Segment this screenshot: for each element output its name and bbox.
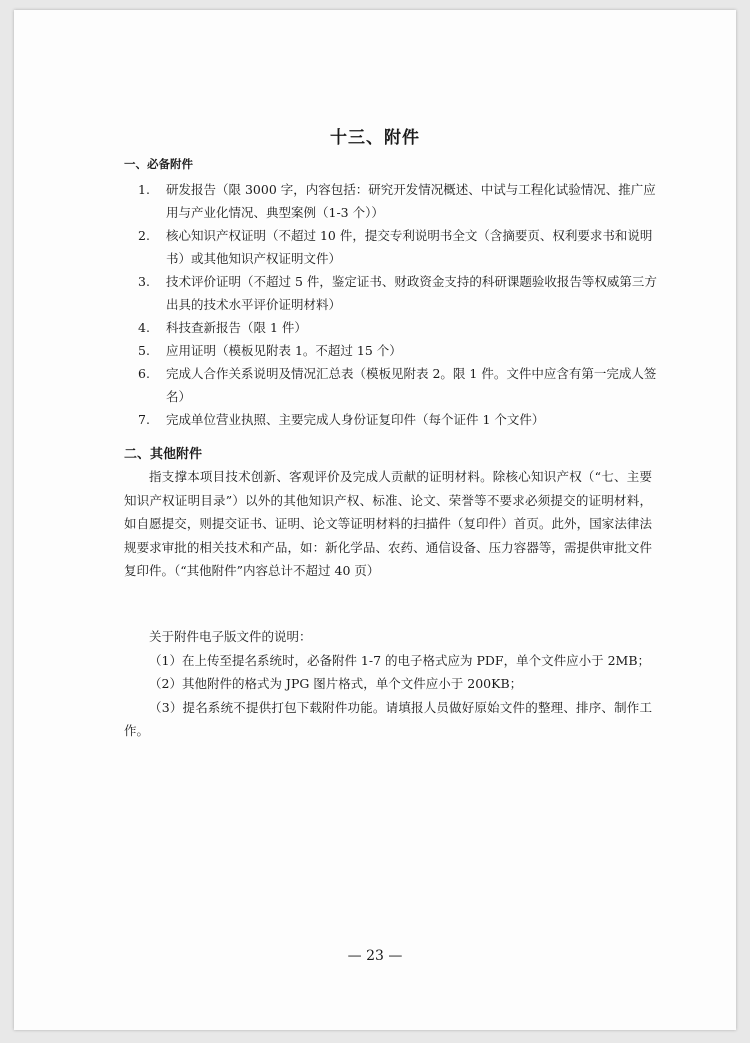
list-item-text: 完成人合作关系说明及情况汇总表（模板见附表 2。限 1 件。文件中应含有第一完成人签名）	[166, 366, 657, 404]
other-attachments-heading: 二、其他附件	[124, 447, 203, 462]
list-item-number: 5.	[138, 343, 150, 358]
list-item	[138, 316, 658, 339]
list-item	[138, 224, 658, 270]
list-item-number: 7.	[138, 412, 150, 427]
list-item-number: 6.	[138, 366, 150, 381]
note-item: （2）其他附件的格式为 JPG 图片格式，单个文件应小于 200KB；	[149, 676, 523, 691]
list-item-text: 技术评价证明（不超过 5 件，鉴定证书、财政资金支持的科研课题验收报告等权威第三方出具的技术水平评价证明材料）	[166, 274, 657, 312]
list-item	[138, 362, 658, 408]
list-item-text: 应用证明（模板见附表 1。不超过 15 个）	[166, 343, 402, 358]
page-title: 十三、附件	[330, 128, 420, 148]
list-item-text: 完成单位营业执照、主要完成人身份证复印件（每个证件 1 个文件）	[166, 412, 545, 427]
list-item	[138, 178, 658, 224]
required-attachments-list	[138, 178, 658, 431]
list-item-text: 核心知识产权证明（不超过 10 件，提交专利说明书全文（含摘要页、权利要求书和说明书）或其他知识产权证明文件）	[166, 228, 653, 266]
note-item: （1）在上传至提名系统时，必备附件 1-7 的电子格式应为 PDF，单个文件应小于 2MB；	[149, 652, 651, 668]
required-attachments-heading: 一、必备附件	[124, 157, 193, 171]
page-number: — 23 —	[347, 948, 403, 964]
list-item	[138, 408, 658, 431]
note-item: （3）提名系统不提供打包下载附件功能。请填报人员做好原始文件的整理、排序、制作工作。	[124, 699, 652, 738]
electronic-file-notes	[124, 625, 652, 743]
list-item-number: 4.	[138, 320, 150, 335]
list-item	[138, 339, 658, 362]
list-item-number: 2.	[138, 228, 150, 243]
document-page	[14, 10, 736, 1030]
list-item-number: 1.	[138, 182, 150, 197]
list-item-text: 研发报告（限 3000 字，内容包括：研究开发情况概述、中试与工程化试验情况、推广应用与产业化情况、典型案例（1-3 个））	[166, 182, 656, 220]
notes-intro: 关于附件电子版文件的说明：	[149, 629, 312, 644]
list-item-number: 3.	[138, 274, 150, 289]
list-item	[138, 270, 658, 316]
list-item-text: 科技查新报告（限 1 件）	[166, 320, 307, 335]
other-attachments-paragraph: 指支撑本项目技术创新、客观评价及完成人贡献的证明材料。除核心知识产权（“七、主要知识产权证明目录”）以外的其他知识产权、标准、论文、荣誉等不要求必须提交的证明材料，如自愿提交，则提交证书、证明、论文等证明材料的扫描件（复印件）首页。此外，国家法律法规要求审批的相关技术和产品，如：新化学品、农药、通信设备、压力容器等，需提供审批文件复印件。（“其他附件”内容总计不超过 40 页）	[124, 469, 652, 578]
